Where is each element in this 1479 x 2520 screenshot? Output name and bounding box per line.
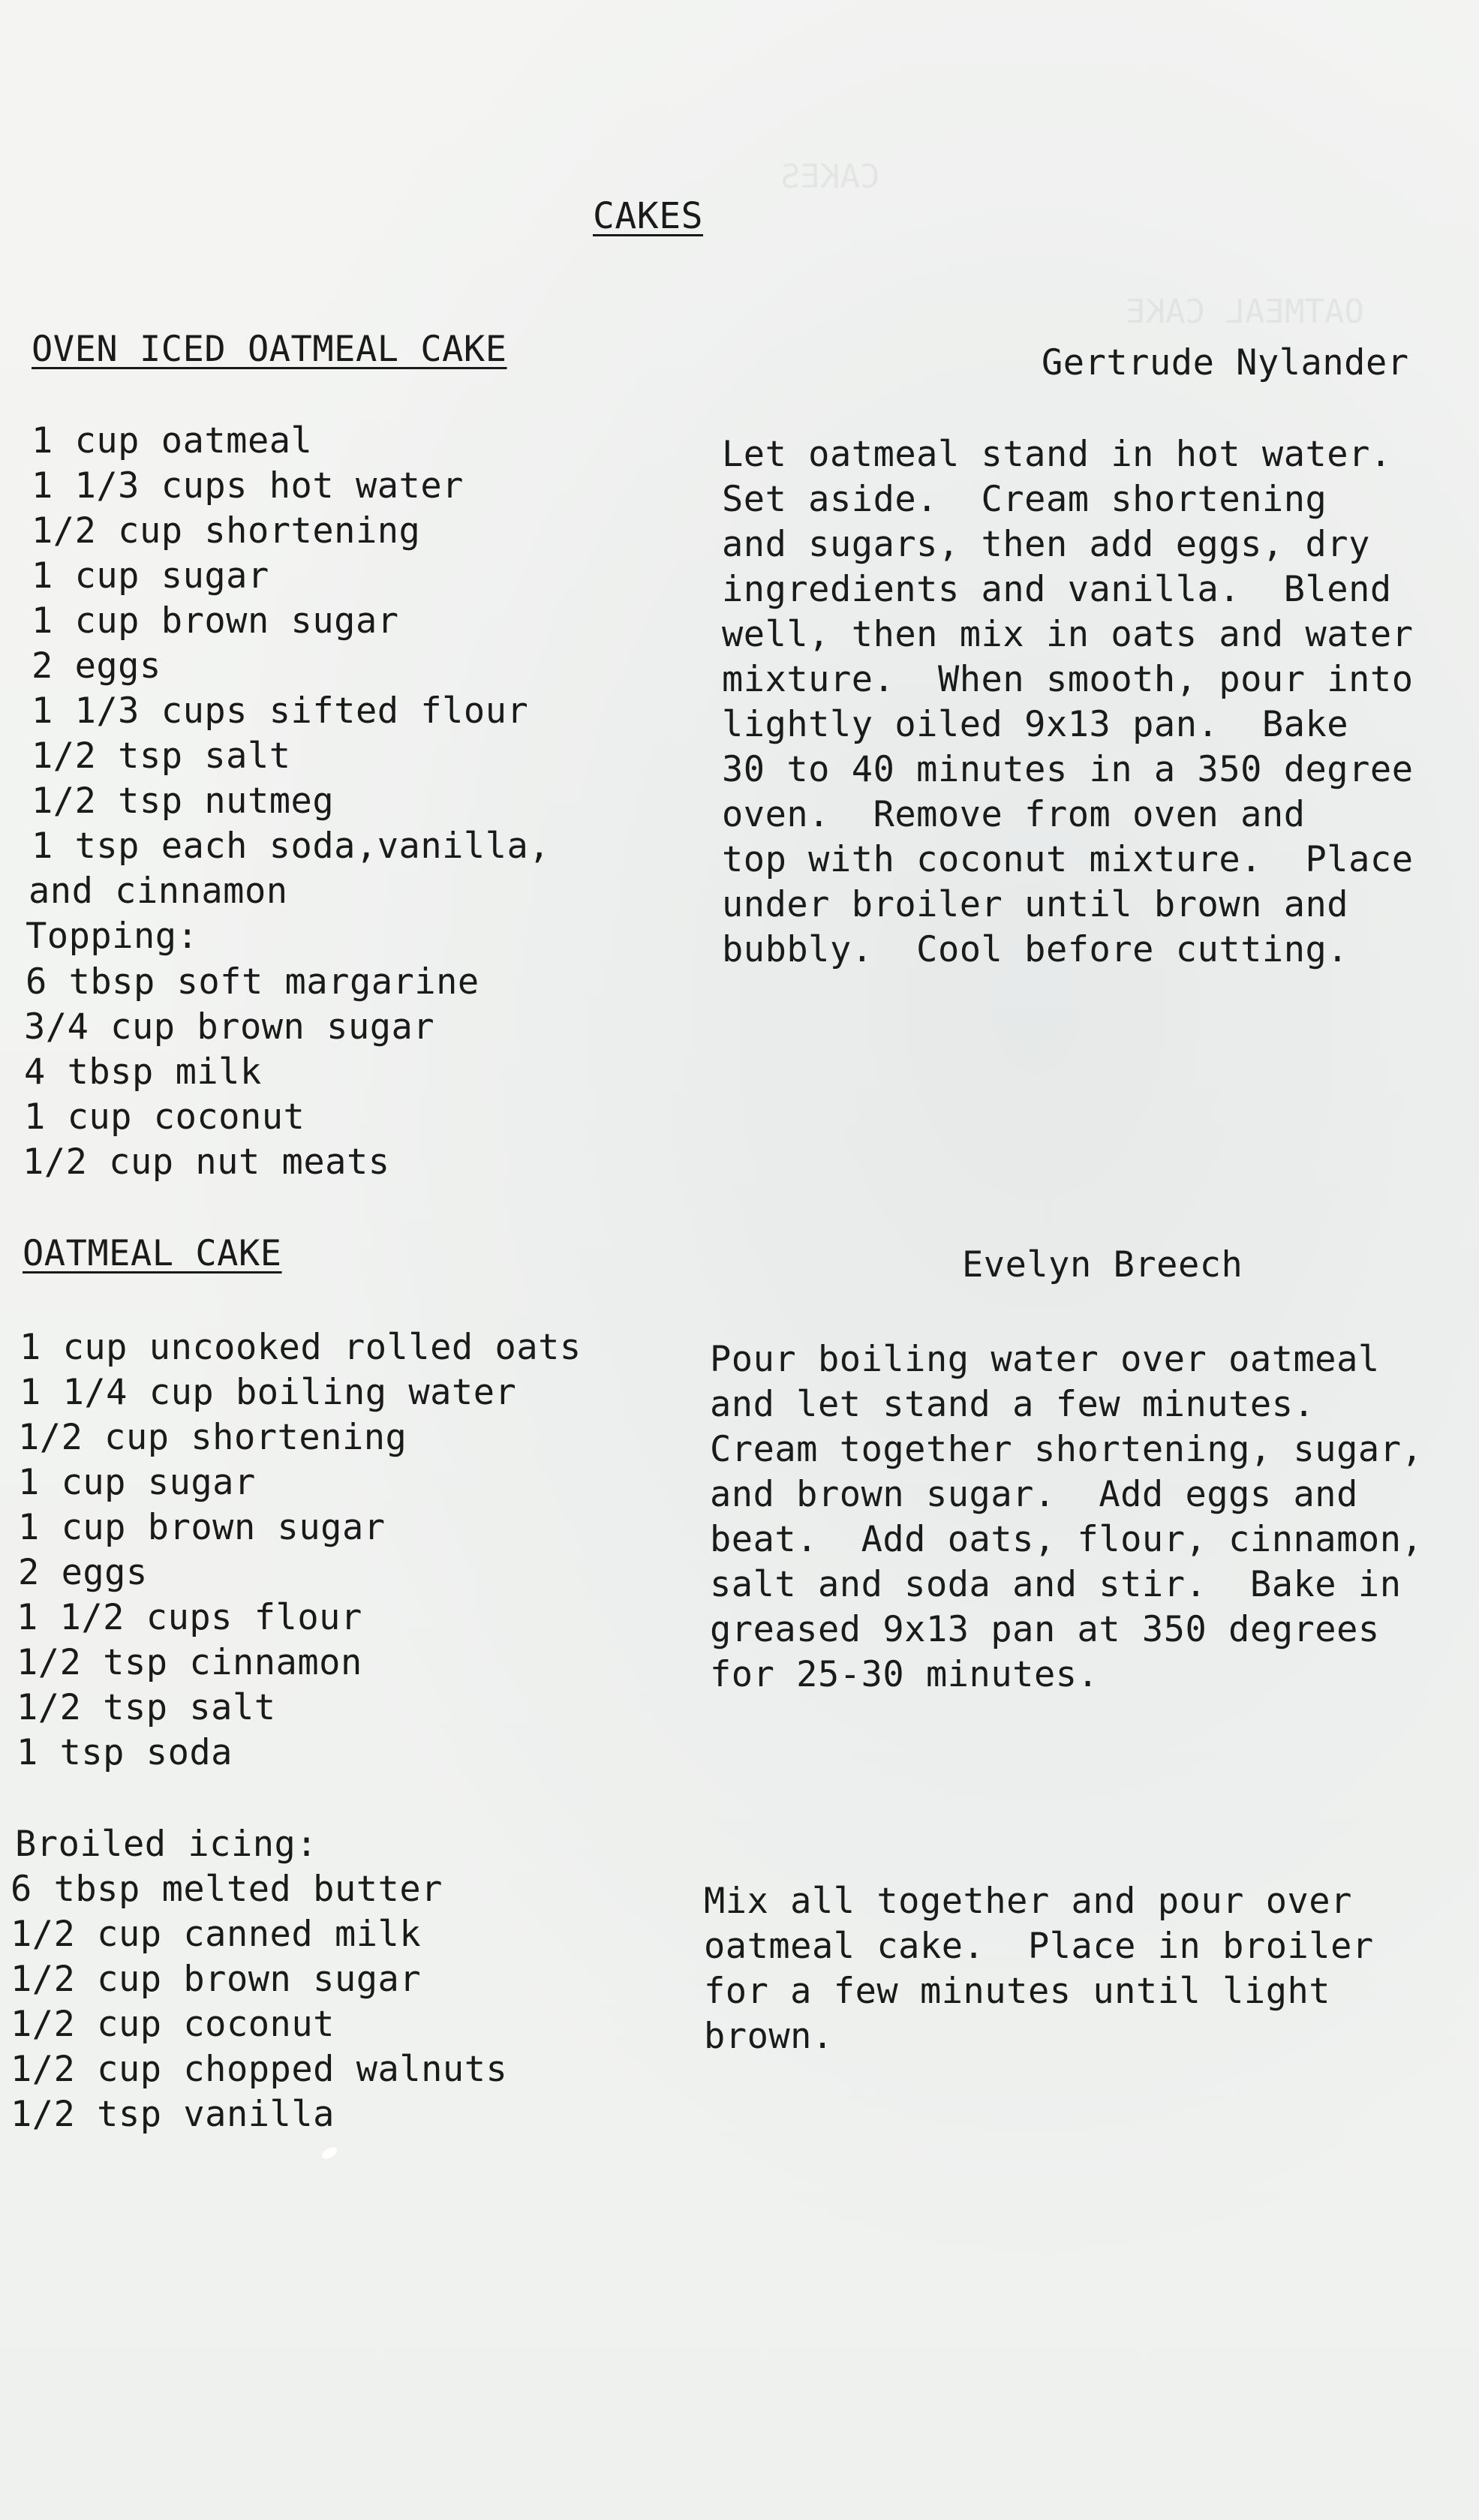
recipe-author: Evelyn Breech bbox=[962, 1244, 1243, 1286]
recipe-author: Gertrude Nylander bbox=[1042, 342, 1409, 383]
ingredient-line: 1 tsp each soda,vanilla, bbox=[32, 825, 551, 867]
ingredient-line: 1 1/3 cups sifted flour bbox=[32, 690, 529, 732]
ingredient-line: 1 1/3 cups hot water bbox=[32, 465, 464, 507]
ingredient-line: 1 1/4 cup boiling water bbox=[20, 1372, 517, 1413]
direction-line: and sugars, then add eggs, dry bbox=[722, 524, 1370, 565]
direction-line: for 25-30 minutes. bbox=[710, 1654, 1099, 1695]
bleed-through-heading: CAKES bbox=[780, 158, 880, 196]
topping-label: Topping: bbox=[26, 916, 199, 957]
direction-line: and let stand a few minutes. bbox=[710, 1384, 1315, 1425]
ingredient-line: 1/2 tsp vanilla bbox=[11, 2094, 335, 2135]
direction-line: oven. Remove from oven and bbox=[722, 794, 1306, 835]
direction-line: and brown sugar. Add eggs and bbox=[710, 1474, 1358, 1515]
ingredient-line: 4 tbsp milk bbox=[24, 1051, 262, 1093]
direction-line: well, then mix in oats and water bbox=[722, 614, 1414, 655]
bleed-through-subheading: OATMEAL CAKE bbox=[1126, 293, 1364, 331]
direction-line: greased 9x13 pan at 350 degrees bbox=[710, 1609, 1380, 1650]
ingredient-line: 6 tbsp melted butter bbox=[11, 1869, 443, 1910]
ingredient-line: 1/2 tsp salt bbox=[17, 1687, 276, 1728]
ingredient-line: 1 cup sugar bbox=[32, 555, 269, 597]
direction-line: salt and soda and stir. Bake in bbox=[710, 1564, 1402, 1605]
ingredient-line: 1/2 tsp nutmeg bbox=[32, 780, 335, 822]
page-title: CAKES bbox=[593, 195, 703, 237]
ingredient-line: 2 eggs bbox=[32, 645, 161, 687]
ingredient-line: 3/4 cup brown sugar bbox=[24, 1006, 435, 1048]
direction-line: oatmeal cake. Place in broiler bbox=[704, 1926, 1374, 1967]
ingredient-line: 1/2 cup coconut bbox=[11, 2004, 335, 2045]
ingredient-line: 1/2 tsp salt bbox=[32, 735, 291, 777]
direction-line: bubbly. Cool before cutting. bbox=[722, 929, 1349, 970]
recipe-title-oven-iced-oatmeal-cake: OVEN ICED OATMEAL CAKE bbox=[32, 329, 507, 370]
ingredient-line: 1 cup brown sugar bbox=[32, 600, 399, 642]
ingredient-line: 1/2 cup shortening bbox=[18, 1417, 407, 1458]
direction-line: Cream together shortening, sugar, bbox=[710, 1429, 1423, 1470]
direction-line: brown. bbox=[704, 2016, 834, 2057]
direction-line: under broiler until brown and bbox=[722, 884, 1349, 925]
direction-line: for a few minutes until light bbox=[704, 1971, 1331, 2012]
ingredient-line: 1 cup coconut bbox=[24, 1096, 305, 1138]
direction-line: lightly oiled 9x13 pan. Bake bbox=[722, 704, 1349, 745]
recipe-title-oatmeal-cake: OATMEAL CAKE bbox=[23, 1233, 282, 1274]
ingredient-line: 1 1/2 cups flour bbox=[17, 1597, 362, 1638]
icing-label: Broiled icing: bbox=[15, 1824, 318, 1865]
ingredient-line: 1/2 cup brown sugar bbox=[11, 1959, 422, 2000]
direction-line: mixture. When smooth, pour into bbox=[722, 659, 1414, 700]
direction-line: 30 to 40 minutes in a 350 degree bbox=[722, 749, 1414, 790]
ingredient-line: 6 tbsp soft margarine bbox=[26, 961, 479, 1003]
ingredient-line: 1 tsp soda bbox=[17, 1732, 233, 1773]
direction-line: top with coconut mixture. Place bbox=[722, 839, 1414, 880]
ingredient-line: 2 eggs bbox=[18, 1552, 148, 1593]
direction-line: Set aside. Cream shortening bbox=[722, 479, 1327, 520]
ingredient-line: 1 cup oatmeal bbox=[32, 420, 313, 462]
ingredient-line: 1 cup uncooked rolled oats bbox=[20, 1327, 582, 1368]
ingredient-line: 1/2 cup shortening bbox=[32, 510, 421, 552]
ingredient-line: 1/2 cup nut meats bbox=[23, 1141, 390, 1183]
direction-line: beat. Add oats, flour, cinnamon, bbox=[710, 1519, 1423, 1560]
ingredient-line: 1/2 cup canned milk bbox=[11, 1914, 422, 1955]
ingredient-line: 1 cup brown sugar bbox=[18, 1507, 386, 1548]
paper-speck bbox=[320, 2145, 338, 2161]
ingredient-line: and cinnamon bbox=[29, 871, 288, 912]
ingredient-line: 1/2 tsp cinnamon bbox=[17, 1642, 362, 1683]
direction-line: ingredients and vanilla. Blend bbox=[722, 569, 1392, 610]
direction-line: Let oatmeal stand in hot water. bbox=[722, 434, 1392, 475]
direction-line: Pour boiling water over oatmeal bbox=[710, 1339, 1380, 1380]
direction-line: Mix all together and pour over bbox=[704, 1881, 1352, 1922]
ingredient-line: 1/2 cup chopped walnuts bbox=[11, 2049, 508, 2090]
ingredient-line: 1 cup sugar bbox=[18, 1462, 256, 1503]
